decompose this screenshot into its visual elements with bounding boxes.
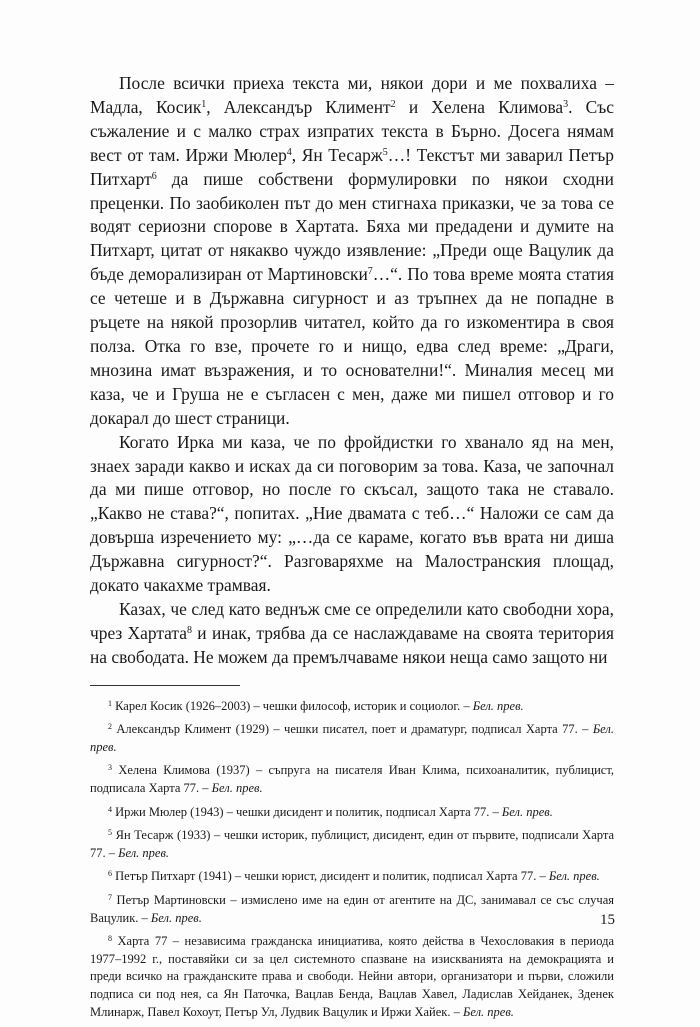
text-run: , Александър Климент [206, 96, 391, 117]
footnote-number: 7 [108, 893, 112, 902]
footnote-ref: 8 [186, 624, 192, 636]
translator-note: Бел. прев. [90, 722, 614, 754]
footnote-text: Петър Питхарт (1941) – чешки юрист, дисидент и политик, подписал Харта 77. – [115, 869, 549, 884]
text-run: и Хелена Климова [395, 96, 564, 117]
translator-note: Бел. прев. [501, 804, 553, 819]
footnotes [90, 698, 614, 1022]
translator-note: Бел. прев. [150, 910, 202, 925]
footnote-separator [90, 685, 240, 686]
text-run: После всички приеха текста ми, някои дори и ме похвалиха – Мадла, Косик [90, 73, 614, 117]
footnote-number: 3 [108, 763, 112, 773]
translator-note: Бел. прев. [472, 698, 524, 713]
text-run: , Ян Тесарж [291, 144, 383, 165]
translator-note: Бел. прев. [211, 781, 263, 796]
text-run: Казах, че след като веднъж сме се определили като свободни хора, чрез Хартата [90, 598, 614, 643]
footnote-number: 4 [108, 804, 112, 814]
main-text [90, 72, 614, 670]
paragraph [90, 598, 614, 670]
text-run: и инак, трябва да се наслаждаваме на своята територия на свободата. Не можем да премълчаваме някои неща само защото ни [90, 622, 615, 667]
footnote-text: Хелена Климова (1937) – съпруга на писателя Иван Клима, психоаналитик, публицист, подписала Харта 77. – [90, 763, 615, 796]
footnote-number: 5 [108, 828, 112, 838]
text-run: . Със съжаление и с малко страх изпратих текста в Бърно. Досега нямам вест от там. Иржи Мюлер [90, 96, 614, 165]
translator-note: Бел. прев. [118, 845, 170, 860]
footnote-number: 8 [108, 934, 112, 944]
paragraph [90, 72, 614, 431]
footnote [90, 698, 614, 716]
footnote-ref: 7 [367, 266, 373, 278]
footnote [90, 804, 614, 822]
footnote [90, 721, 614, 756]
paragraph [90, 431, 614, 598]
footnote [90, 868, 614, 886]
footnote-ref: 5 [382, 146, 388, 158]
footnote-text: Иржи Мюлер (1943) – чешки дисидент и политик, подписал Харта 77. – [115, 804, 502, 819]
footnote-number: 1 [108, 698, 112, 708]
footnote-text: Харта 77 – независима гражданска инициатива, която действа в Чехословакия в периода 1977–1992 г., поставяйки си за цел системното спазване на изискванията на демокрацията и преди всичко на гражданските права и свободи. Нейни автори, организатори и първи, сложили подписа си под нея, са Ян Паточка, Вацлав Бенда, Вацлав Хавел, Ладислав Хейданек, Зденек Млинарж, Павел Кохоут, Петър Ул, Лудвик Вацулик и Иржи Хайек. – [90, 934, 615, 1019]
footnote-number: 6 [108, 869, 112, 879]
footnote-ref: 4 [286, 146, 292, 158]
footnote-ref: 3 [563, 98, 569, 110]
footnote-text: Ян Тесарж (1933) – чешки историк, публицист, дисидент, един от първите, подписали Харта 77. – [90, 828, 614, 860]
footnote-ref: 2 [390, 98, 396, 110]
footnote [90, 762, 614, 797]
footnote-text: Петър Мартиновски – измислено име на един от агентите на ДС, занимавал се със случая Вацулик. – [90, 893, 614, 925]
footnote [90, 933, 614, 1021]
footnote [90, 892, 614, 927]
text-run: да пише собствени формулировки по някои сходни преценки. По заобиколен път до мен стигнаха приказки, че за това се водят сериозни спорове в Хартата. Бяха ми предадени и думите на Питхарт, цитат от някакво чуждо изявление: „Преди още Вацулик да бъде деморализиран от Мартиновски [90, 168, 614, 285]
translator-note: Бел. прев. [548, 869, 600, 884]
text-run: Когато Ирка ми каза, че по фройдистки го хванало яд на мен, знаех заради какво и исках да си поговорим за това. Каза, че започнал да ми пише отговор, но после го скъсал, защото така не ставало. „Какво не става?“, попитах. „Ние двамата с теб…“ Наложи се сам да довърша изречението му: „…да се караме, когато във врата ни диша Държавна сигурност?“. Разговаряхме на Малостранския площад, докато чакахме трамвая. [90, 431, 614, 596]
footnote [90, 827, 614, 862]
page-number: 15 [600, 912, 615, 928]
text-run: …! Текстът ми заварил Петър Питхарт [90, 144, 614, 189]
translator-note: Бел. прев. [463, 1004, 514, 1019]
footnote-text: Карел Косик (1926–2003) – чешки философ, историк и социолог. – [115, 698, 473, 713]
footnote-text: Александър Климент (1929) – чешки писател, поет и драматург, подписал Харта 77. – [116, 722, 593, 737]
footnote-ref: 6 [151, 170, 157, 182]
page-content [90, 72, 614, 1027]
text-run: …“. По това време моята статия се четеше и в Държавна сигурност и аз тръпнех да не попадне в ръцете на някой прозорлив читател, който да го изкоментира в своя полза. Отка го взе, прочете го и нищо, едва след време: „Драги, мнозина имат възражения, и то основателни!“. Миналия месец ми каза, че и Груша не е съгласен с мен, даже ми пишел отговор и го докарал до шест страници. [90, 264, 614, 428]
footnote-number: 2 [108, 722, 112, 732]
footnote-ref: 1 [201, 98, 207, 110]
